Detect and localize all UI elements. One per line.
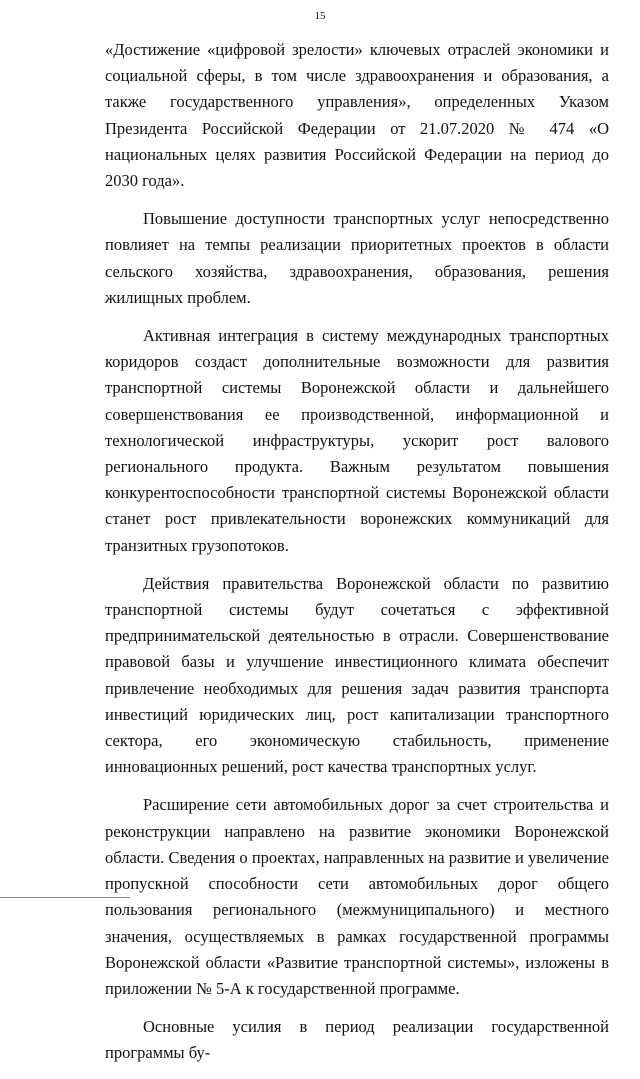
paragraph-4: Действия правительства Воронежской области по развитию транспортной системы будут сочетаться с эффективной предпринимательской деятельностью в отрасли. Совершенствование правовой базы и улучшение инвестиционного климата обеспечит привлечение необходимых для решения задач развития транспорта инвестиций юридических лиц, рост капитализации транспортного сектора, его экономическую стабильность, применение инновационных решений, рост качества транспортных услуг. bbox=[105, 573, 609, 777]
paragraph-3: Активная интеграция в систему международных транспортных коридоров создаст дополнительные возможности для развития транспортной системы Воронежской области и дальнейшего совершенствования ее производственной, информационной и технологической инфраструктуры, ускорит рост валового регионального продукта. Важным результатом повышения конкурентоспособности транспортной системы Воронежской области станет рост привлекательности воронежских коммуникаций для транзитных грузопотоков. bbox=[105, 326, 609, 555]
page-number: 15 bbox=[314, 10, 326, 22]
paragraph-2: Повышение доступности транспортных услуг непосредственно повлияет на темпы реализации приоритетных проектов в области сельского хозяйства, здравоохранения, образования, решения жилищных проблем. bbox=[105, 209, 609, 307]
paragraph-1: «Достижение «цифровой зрелости» ключевых отраслей экономики и социальной сферы, в том числе здравоохранения и образования, а также государственного управления», определенных Указом Президента Российской Федерации от 21.07.2020 № 474 «О национальных целях развития Российской Федерации на период до 2030 года». bbox=[105, 40, 609, 191]
footer-divider bbox=[0, 897, 130, 898]
document-body bbox=[105, 37, 609, 1079]
paragraph-6: Основные усилия в период реализации государственной программы бу- bbox=[105, 1017, 609, 1063]
paragraph-5: Расширение сети автомобильных дорог за счет строительства и реконструкции направлено на развитие экономики Воронежской области. Сведения о проектах, направленных на развитие и увеличение пропускной способности сети автомобильных дорог общего пользования регионального (межмуниципального) и местного значения, осуществляемых в рамках государственной программы Воронежской области «Развитие транспортной системы», изложены в приложении № 5-А к государственной программе. bbox=[105, 795, 609, 998]
